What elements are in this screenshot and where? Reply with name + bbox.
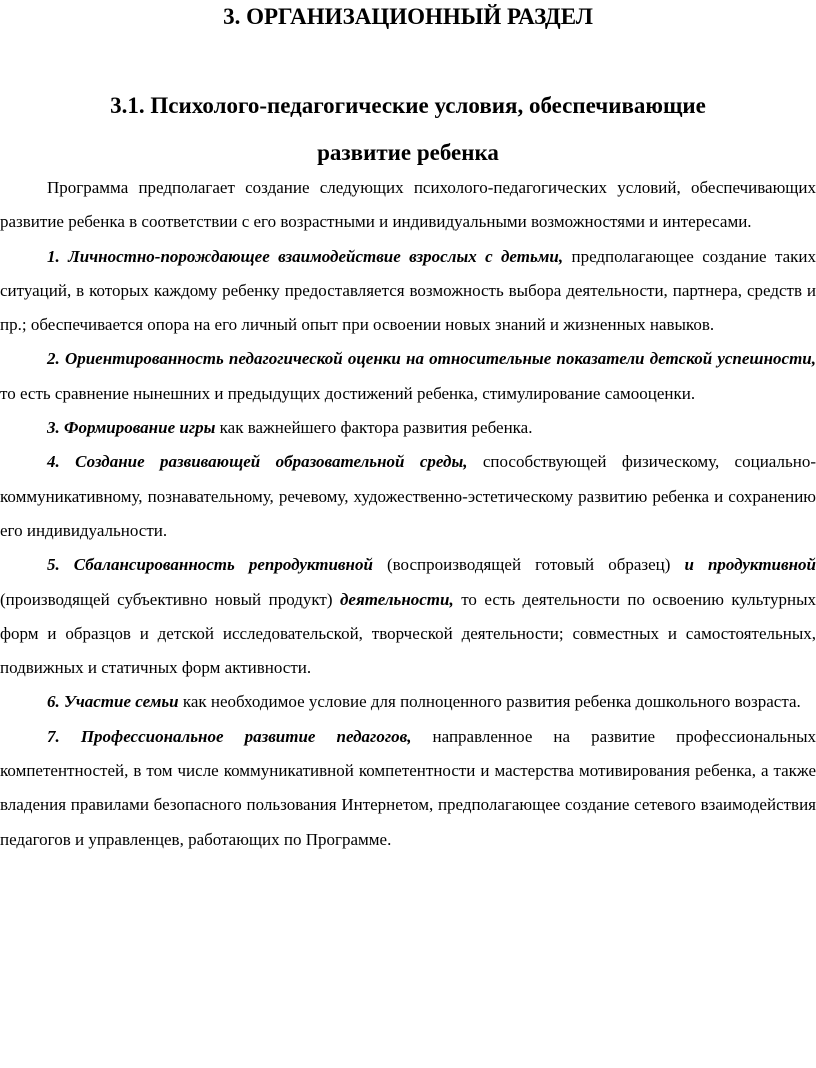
item-7-number: 7. [47,726,60,746]
item-2-number: 2. [47,349,60,369]
item-1-text: предполагающее создание таких ситуаций, в которых каждому ребенку предоставляется возможность выбора деятельности, партнера, средств и пр.; обеспечивается опора на его личный опыт при освоении новых знаний и жизненных навыков. [0,246,816,335]
list-item-1 [0,240,816,343]
item-7-title: Профессиональное развитие педагогов, [80,726,412,746]
list-item-3 [0,411,816,445]
section-title: 3. ОРГАНИЗАЦИОННЫЙ РАЗДЕЛ [223,4,593,29]
item-6-title: Участие семьи [64,692,179,712]
list-item-4 [0,445,816,548]
item-5-text-3: то есть деятельности по освоению культурных форм и образцов и детской исследовательской, творческой деятельности; совместных и самостоятельных, подвижных и статичных форм активности. [0,589,816,678]
list-item-2 [0,342,816,411]
item-1-title: Личностно-порождающее взаимодействие взрослых с детьми, [68,246,564,266]
item-5-title-2: и продуктивной [684,555,816,575]
subsection-title-line-1: 3.1. Психолого-педагогические условия, обеспечивающие [110,93,706,118]
item-6-number: 6. [47,692,60,712]
item-6-text: как необходимое условие для полноценного развития ребенка дошкольного возраста. [178,692,801,712]
item-3-text: как важнейшего фактора развития ребенка. [215,418,533,438]
item-5-title-3: деятельности, [339,589,454,609]
list-item-6 [0,685,816,719]
item-2-title: Ориентированность педагогической оценки на относительные показатели детской успешности, [64,349,816,369]
item-5-number: 5. [47,555,60,575]
item-4-title: Создание развивающей образовательной среды, [75,452,468,472]
document-body [0,171,816,857]
item-3-number: 3. [47,418,60,438]
subsection-title-line-2: развитие ребенка [317,140,499,165]
list-item-5 [0,548,816,685]
item-7-text: направленное на развитие профессиональных компетентностей, в том числе коммуникативной компетентности и мастерства мотивирования ребенка, а также владения правилами безопасного пользования Интернетом, предполагающее создание сетевого взаимодействия педагогов и управленцев, работающих по Программе. [0,726,816,849]
item-4-number: 4. [47,452,60,472]
item-5-title: Сбалансированность репродуктивной [73,555,373,575]
item-1-number: 1. [47,246,60,266]
item-4-text: способствующей физическому, социально-коммуникативному, познавательному, речевому, художественно-эстетическому развитию ребенка и сохранению его индивидуальности. [0,452,816,540]
item-5-text-2: (производящей субъективно новый продукт) [0,589,340,609]
item-3-title: Формирование игры [64,418,216,438]
intro-paragraph: Программа предполагает создание следующих психолого-педагогических условий, обеспечивающих развитие ребенка в соответствии с его возрастными и индивидуальными возможностями и интересами. [0,178,816,232]
item-2-text: то есть сравнение нынешних и предыдущих достижений ребенка, стимулирование самооценки. [0,383,696,403]
list-item-7 [0,720,816,857]
item-5-text: (воспроизводящей готовый образец) [372,555,685,575]
